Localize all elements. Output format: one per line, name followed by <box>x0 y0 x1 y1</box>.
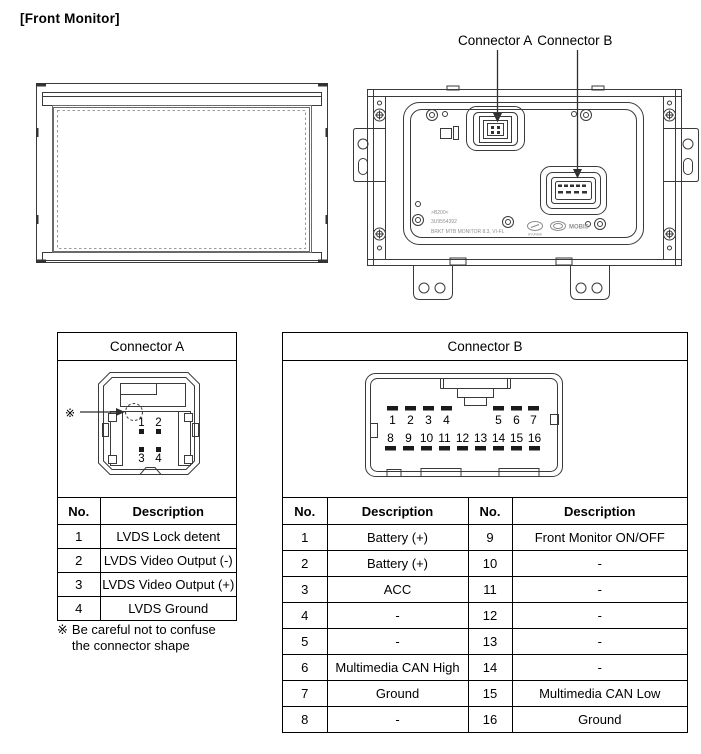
connector-a-pin-3: 3 <box>138 453 145 465</box>
pin-description: - <box>327 629 468 655</box>
page-title: [Front Monitor] <box>20 11 120 26</box>
pin-no: 3 <box>283 577 327 603</box>
table-header-row <box>58 498 236 525</box>
table-row <box>283 629 687 655</box>
pin-label-13: 13 <box>473 431 488 445</box>
connector-a-marking-symbol: ※ <box>65 406 76 420</box>
pin-no: 15 <box>468 681 512 707</box>
connector-b-drawing-area <box>283 361 687 498</box>
pin-no: 16 <box>468 707 512 733</box>
table-header-row <box>283 498 687 525</box>
pin-description: LVDS Ground <box>100 597 236 621</box>
caution-note <box>57 622 216 654</box>
connector-b-pin-table <box>283 498 687 732</box>
pin-no: 11 <box>468 577 512 603</box>
callout-connector-a-label: Connector A <box>458 33 533 48</box>
pin-no: 2 <box>283 551 327 577</box>
col-header-description: Description <box>512 498 687 525</box>
pin-no: 1 <box>58 525 100 549</box>
connector-b-top-pins <box>387 406 539 411</box>
connector-callouts <box>458 33 612 48</box>
table-row <box>58 597 236 621</box>
pin-description: - <box>512 577 687 603</box>
pin-description: LVDS Lock detent <box>100 525 236 549</box>
pin-label-10: 10 <box>419 431 434 445</box>
pin-no: 6 <box>283 655 327 681</box>
table-row <box>58 549 236 573</box>
pin-label-4: 4 <box>443 413 450 427</box>
pin-description: - <box>512 655 687 681</box>
pin-no: 2 <box>58 549 100 573</box>
pin-no: 7 <box>283 681 327 707</box>
table-row <box>283 551 687 577</box>
connector-a-pin-2: 2 <box>155 417 162 429</box>
pin-label-12: 12 <box>455 431 470 445</box>
pin-description: Battery (+) <box>327 525 468 551</box>
connector-a-pin-4: 4 <box>155 453 162 465</box>
pin-no: 4 <box>283 603 327 629</box>
rear-marking-line2: 3U9554392 <box>431 219 457 225</box>
rear-connector-b <box>541 167 607 215</box>
note-symbol: ※ <box>57 622 68 637</box>
pin-description: - <box>327 707 468 733</box>
monitor-front-view-drawing <box>36 83 328 263</box>
connector-a-panel <box>57 332 237 621</box>
col-header-description: Description <box>327 498 468 525</box>
pin-no: 13 <box>468 629 512 655</box>
connector-b-pinout-drawing <box>283 361 687 497</box>
hyundai-logo-text: HYUNDAI <box>527 232 543 237</box>
connector-b-panel <box>282 332 688 733</box>
hyundai-logo-icon <box>528 222 543 231</box>
pin-label-11: 11 <box>438 431 451 445</box>
pin-no: 9 <box>468 525 512 551</box>
connector-a-pinout-drawing <box>58 361 236 497</box>
pin-label-3: 3 <box>425 413 432 427</box>
pin-no: 3 <box>58 573 100 597</box>
table-row <box>283 603 687 629</box>
pin-label-16: 16 <box>527 431 542 445</box>
pin-label-7: 7 <box>530 413 537 427</box>
marking-arrow <box>80 408 125 416</box>
pin-no: 5 <box>283 629 327 655</box>
pin-no: 12 <box>468 603 512 629</box>
table-row <box>283 681 687 707</box>
pin-description: Multimedia CAN Low <box>512 681 687 707</box>
left-mounting-wing <box>354 129 386 182</box>
pin-description: Ground <box>327 681 468 707</box>
pin-label-14: 14 <box>491 431 506 445</box>
connector-a-title: Connector A <box>58 333 236 361</box>
pin-description: Multimedia CAN High <box>327 655 468 681</box>
table-row <box>58 525 236 549</box>
table-row <box>283 577 687 603</box>
col-header-no: No. <box>68 503 90 519</box>
pin-no: 8 <box>283 707 327 733</box>
pin-no: 10 <box>468 551 512 577</box>
pin-description: Ground <box>512 707 687 733</box>
connector-a-pin-table <box>58 498 236 620</box>
mobis-logo-icon <box>551 222 566 231</box>
pin-description: - <box>512 603 687 629</box>
pin-no: 1 <box>283 525 327 551</box>
pin-no: 4 <box>58 597 100 621</box>
pin-description: - <box>512 551 687 577</box>
mobis-logo-text: MOBIS <box>569 224 589 231</box>
pin-label-5: 5 <box>495 413 502 427</box>
callout-connector-b-label: Connector B <box>537 33 613 48</box>
connector-b-bottom-pins <box>385 446 540 451</box>
connector-a-pin-1: 1 <box>138 417 145 429</box>
pin-description: ACC <box>327 577 468 603</box>
pin-label-15: 15 <box>509 431 524 445</box>
table-row <box>283 707 687 733</box>
col-header-no: No. <box>294 503 316 519</box>
connector-b-title: Connector B <box>283 333 687 361</box>
pin-label-6: 6 <box>513 413 520 427</box>
rear-marking-line1: >B200< <box>431 210 449 216</box>
pin-description: - <box>512 629 687 655</box>
rear-marking-line3: BRKT MTB MONITOR 8.3, VI-FL <box>431 229 505 235</box>
pin-label-2: 2 <box>407 413 414 427</box>
pin-description: LVDS Video Output (+) <box>100 573 236 597</box>
col-header-no: No. <box>468 498 512 525</box>
pin-label-1: 1 <box>389 413 396 427</box>
pin-no: 14 <box>468 655 512 681</box>
pin-description: Front Monitor ON/OFF <box>512 525 687 551</box>
table-row <box>58 573 236 597</box>
table-row <box>283 525 687 551</box>
pin-label-9: 9 <box>405 431 412 445</box>
pin-description: Battery (+) <box>327 551 468 577</box>
note-text: Be careful not to confuse the connector shape <box>71 622 216 653</box>
monitor-rear-view-drawing <box>352 82 700 302</box>
pin-description: LVDS Video Output (-) <box>100 549 236 573</box>
bottom-mounting-tabs <box>414 266 610 300</box>
col-header-description: Description <box>100 498 236 525</box>
pin-label-8: 8 <box>387 431 394 445</box>
pin-description: - <box>327 603 468 629</box>
rear-connector-a <box>467 107 525 151</box>
table-row <box>283 655 687 681</box>
connector-a-drawing-area <box>58 361 236 498</box>
